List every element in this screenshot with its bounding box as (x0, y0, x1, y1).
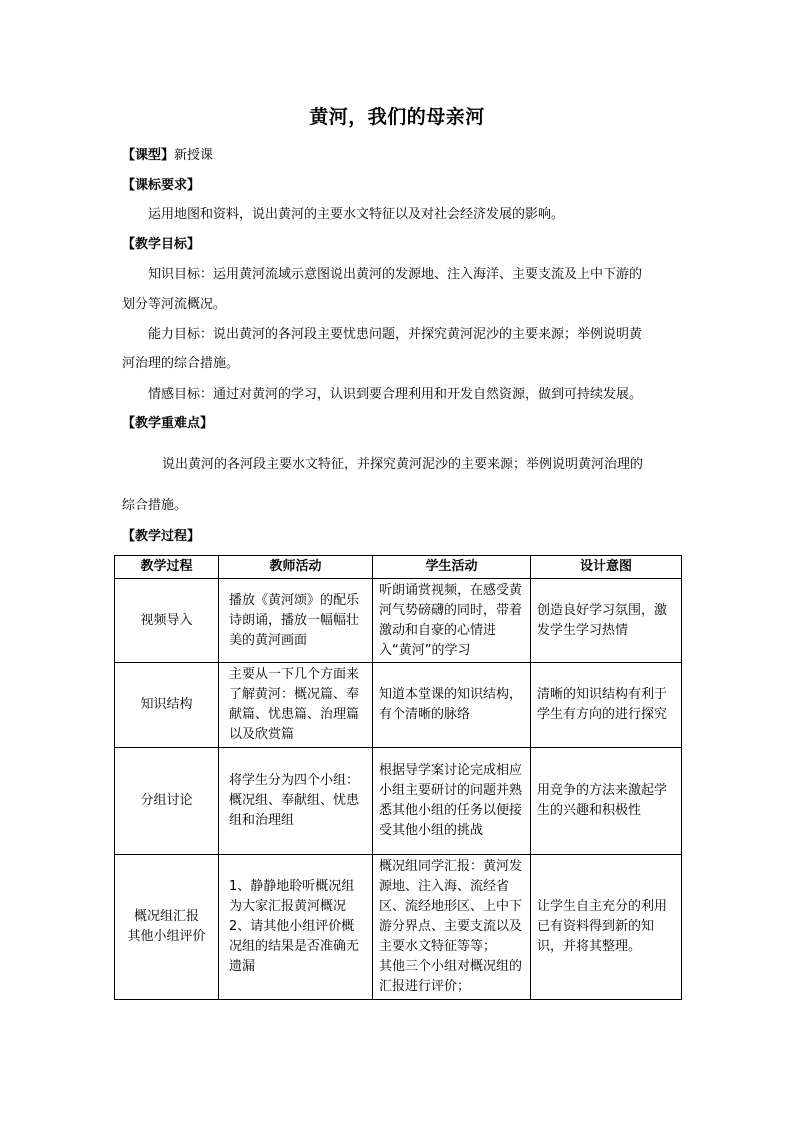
goals-heading: 【教学目标】 (122, 237, 201, 252)
student-text: 根据导学案讨论完成相应小组主要研讨的问题并熟悉其他小组的任务以便接受其他小组的挑战 (379, 763, 523, 838)
student-cell (373, 579, 531, 663)
key-points-line1: 说出黄河的各河段主要水文特征，并探究黄河泥沙的主要来源；举例说明黄河治理的 (162, 457, 644, 472)
emotion-goal: 情感目标：通过对黄河的学习，认识到要合理利用和开发自然资源，做到可持续发展。 (148, 387, 643, 402)
table-row (115, 663, 682, 748)
teacher-cell (219, 748, 373, 855)
student-cell (373, 855, 531, 1000)
teacher-cell (219, 663, 373, 748)
header-stage: 教学过程 (115, 556, 219, 579)
student-text-line2: 其他三个小组对概况组的汇报进行评价； (379, 959, 523, 994)
intent-cell (531, 748, 682, 855)
teacher-text: 播放《黄河颂》的配乐诗朗诵，播放一幅幅壮美的黄河画面 (229, 592, 360, 648)
table-header-row (115, 556, 682, 579)
intent-text: 清晰的知识结构有利于学生有方向的进行探究 (537, 687, 668, 722)
stage-cell: 知识结构 (115, 663, 219, 748)
student-cell (373, 748, 531, 855)
header-student: 学生活动 (373, 556, 531, 579)
standard-heading: 【课标要求】 (122, 178, 201, 193)
student-cell (373, 663, 531, 748)
key-points-line2: 综合措施。 (122, 498, 188, 513)
stage-cell: 分组讨论 (115, 748, 219, 855)
teacher-cell (219, 855, 373, 1000)
teacher-text: 主要从一下几个方面来了解黄河：概况篇、奉献篇、忧患篇、治理篇以及欣赏篇 (229, 667, 360, 742)
course-type-line (122, 147, 213, 165)
teacher-text-line1: 1、静静地聆听概况组为大家汇报黄河概况 (229, 879, 355, 914)
process-heading: 【教学过程】 (122, 529, 201, 544)
key-points-heading: 【教学重难点】 (122, 416, 214, 431)
intent-cell (531, 663, 682, 748)
stage-cell: 视频导入 (115, 579, 219, 663)
table-row (115, 748, 682, 855)
standard-text: 运用地图和资料，说出黄河的主要水文特征以及对社会经济发展的影响。 (148, 207, 565, 222)
student-text-line1: 概况组同学汇报：黄河发源地、注入海、流经省区、流经地形区、上中下游分界点、主要支流以及主要水文特征等等； (379, 859, 523, 954)
course-type-label: 【课型】 (122, 148, 175, 163)
table-row (115, 579, 682, 663)
student-text: 知道本堂课的知识结构，有个清晰的脉络 (379, 687, 523, 722)
header-intent: 设计意图 (531, 556, 682, 579)
document-title: 黄河，我们的母亲河 (309, 106, 485, 128)
stage-line1: 概况组汇报 (133, 909, 199, 924)
intent-text: 创造良好学习氛围，激发学生学习热情 (537, 602, 668, 638)
knowledge-goal-line1: 知识目标：运用黄河流域示意图说出黄河的发源地、注入海洋、主要支流及上中下游的 (148, 267, 643, 282)
intent-text: 用竞争的方法来激起学生的兴趣和积极性 (537, 783, 668, 818)
header-teacher: 教师活动 (219, 556, 373, 579)
ability-goal-line1: 能力目标：说出黄河的各河段主要忧患问题，并探究黄河泥沙的主要来源；举例说明黄 (148, 327, 643, 342)
stage-cell (115, 855, 219, 1000)
stage-line2: 其他小组评价 (127, 929, 206, 944)
teacher-text: 将学生分为四个小组：概况组、奉献组、忧患组和治理组 (229, 773, 360, 828)
teacher-cell (219, 579, 373, 663)
teacher-text-line2: 2、请其他小组评价概况组的结果是否准确无遗漏 (229, 919, 360, 974)
ability-goal-line2: 河治理的综合措施。 (122, 356, 240, 371)
course-type-value: 新授课 (174, 148, 214, 163)
intent-text: 让学生自主充分的利用已有资料得到新的知识，并将其整理。 (537, 899, 668, 954)
student-text: 听朗诵赏视频，在感受黄河气势磅礴的同时，带着激动和自豪的心情进入“黄河”的学习 (379, 582, 523, 658)
teaching-process-table (114, 555, 682, 1000)
intent-cell (531, 579, 682, 663)
intent-cell (531, 855, 682, 1000)
knowledge-goal-line2: 划分等河流概况。 (122, 297, 227, 312)
table-row (115, 855, 682, 1000)
